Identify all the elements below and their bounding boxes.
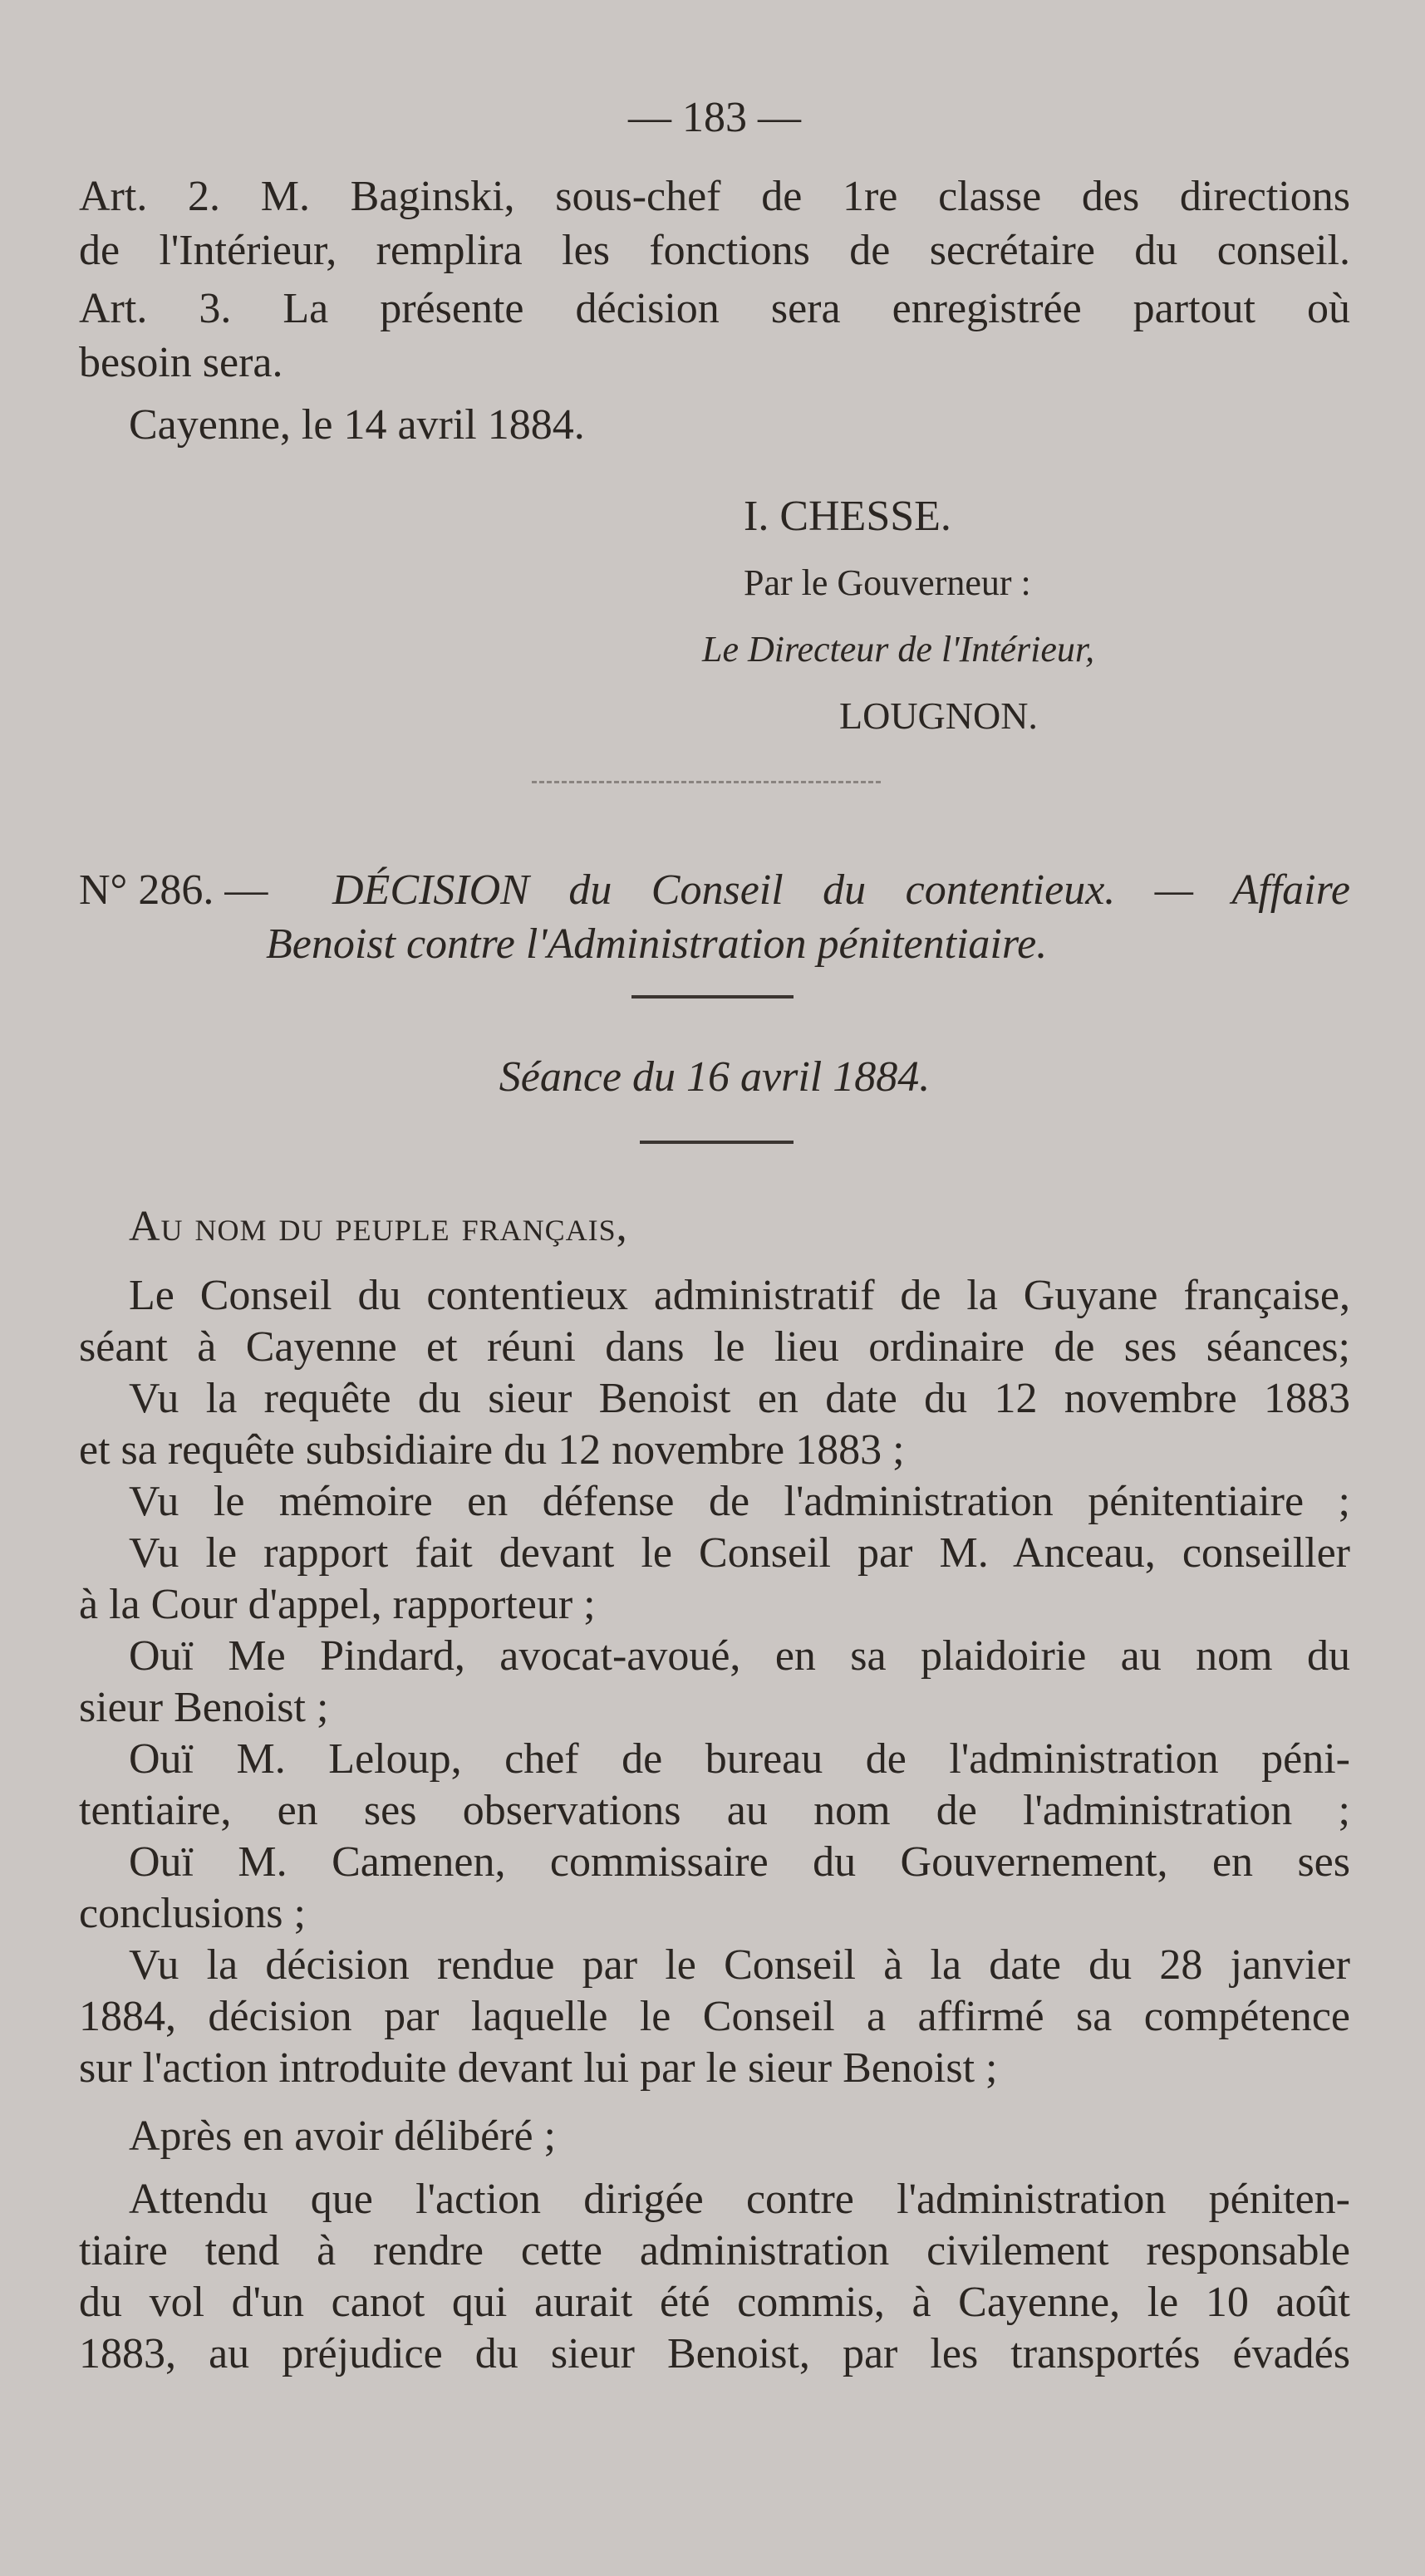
body-line-6: Vu le rapport fait devant le Conseil par M. Anceau, conseiller [129, 1529, 1350, 1577]
body-line-15: 1884, décision par laquelle le Conseil a affirmé sa compétence [79, 1993, 1350, 2040]
section-separator [532, 781, 881, 785]
body-line-13: conclusions ; [79, 1890, 306, 1937]
title-rule [631, 995, 794, 999]
session-date: Séance du 16 avril 1884. [499, 1053, 931, 1101]
body-line-12: Ouï M. Camenen, commissaire du Gouvernement, en ses [129, 1838, 1350, 1886]
article-2-line-2: de l'Intérieur, remplira les fonctions de secrétaire du conseil. [79, 227, 1350, 274]
body-line-7: à la Cour d'appel, rapporteur ; [79, 1581, 596, 1628]
signature-director: LOUGNON. [839, 694, 1038, 737]
body-line-10: Ouï M. Leloup, chef de bureau de l'administration péni- [129, 1735, 1350, 1783]
body-line-3: Vu la requête du sieur Benoist en date du 12 novembre 1883 [129, 1375, 1350, 1422]
article-3-line-1: Art. 3. La présente décision sera enregistrée partout où [79, 285, 1350, 332]
body-line-20: du vol d'un canot qui aurait été commis, à Cayenne, le 10 août [79, 2279, 1350, 2326]
signature-role: Le Directeur de l'Intérieur, [702, 629, 1095, 670]
body-line-16: sur l'action introduite devant lui par le sieur Benoist ; [79, 2044, 998, 2092]
decision-title-line-2: Benoist contre l'Administration pénitentiaire. [266, 920, 1048, 968]
body-line-11: tentiaire, en ses observations au nom de l'administration ; [79, 1787, 1350, 1834]
body-line-5: Vu le mémoire en défense de l'administration pénitentiaire ; [129, 1478, 1350, 1525]
date-line: Cayenne, le 14 avril 1884. [129, 401, 585, 449]
body-line-14: Vu la décision rendue par le Conseil à la date du 28 janvier [129, 1941, 1350, 1989]
signature-name: I. CHESSE. [744, 493, 951, 540]
decision-title-line-1: DÉCISION du Conseil du contentieux. — Affaire [332, 866, 1350, 914]
preamble: Au nom du peuple français, [129, 1203, 628, 1250]
body-line-8: Ouï Me Pindard, avocat-avoué, en sa plaidoirie au nom du [129, 1632, 1350, 1680]
body-line-19: tiaire tend à rendre cette administration civilement responsable [79, 2227, 1350, 2274]
body-line-4: et sa requête subsidiaire du 12 novembre 1883 ; [79, 1426, 905, 1474]
decision-number: N° 286. — [79, 866, 268, 914]
body-line-21: 1883, au préjudice du sieur Benoist, par les transportés évadés [79, 2330, 1350, 2377]
article-2-line-1: Art. 2. M. Baginski, sous-chef de 1re classe des directions [79, 173, 1350, 220]
body-line-18: Attendu que l'action dirigée contre l'administration péniten- [129, 2176, 1350, 2223]
body-line-17: Après en avoir délibéré ; [129, 2112, 557, 2160]
body-line-1: Le Conseil du contentieux administratif de la Guyane française, [129, 1272, 1350, 1319]
article-3-line-2: besoin sera. [79, 339, 283, 386]
session-rule [640, 1141, 794, 1144]
body-line-2: séant à Cayenne et réuni dans le lieu ordinaire de ses séances; [79, 1323, 1350, 1371]
body-line-9: sieur Benoist ; [79, 1684, 329, 1731]
page-number: — 183 — [628, 94, 801, 141]
signature-by: Par le Gouverneur : [744, 562, 1031, 603]
